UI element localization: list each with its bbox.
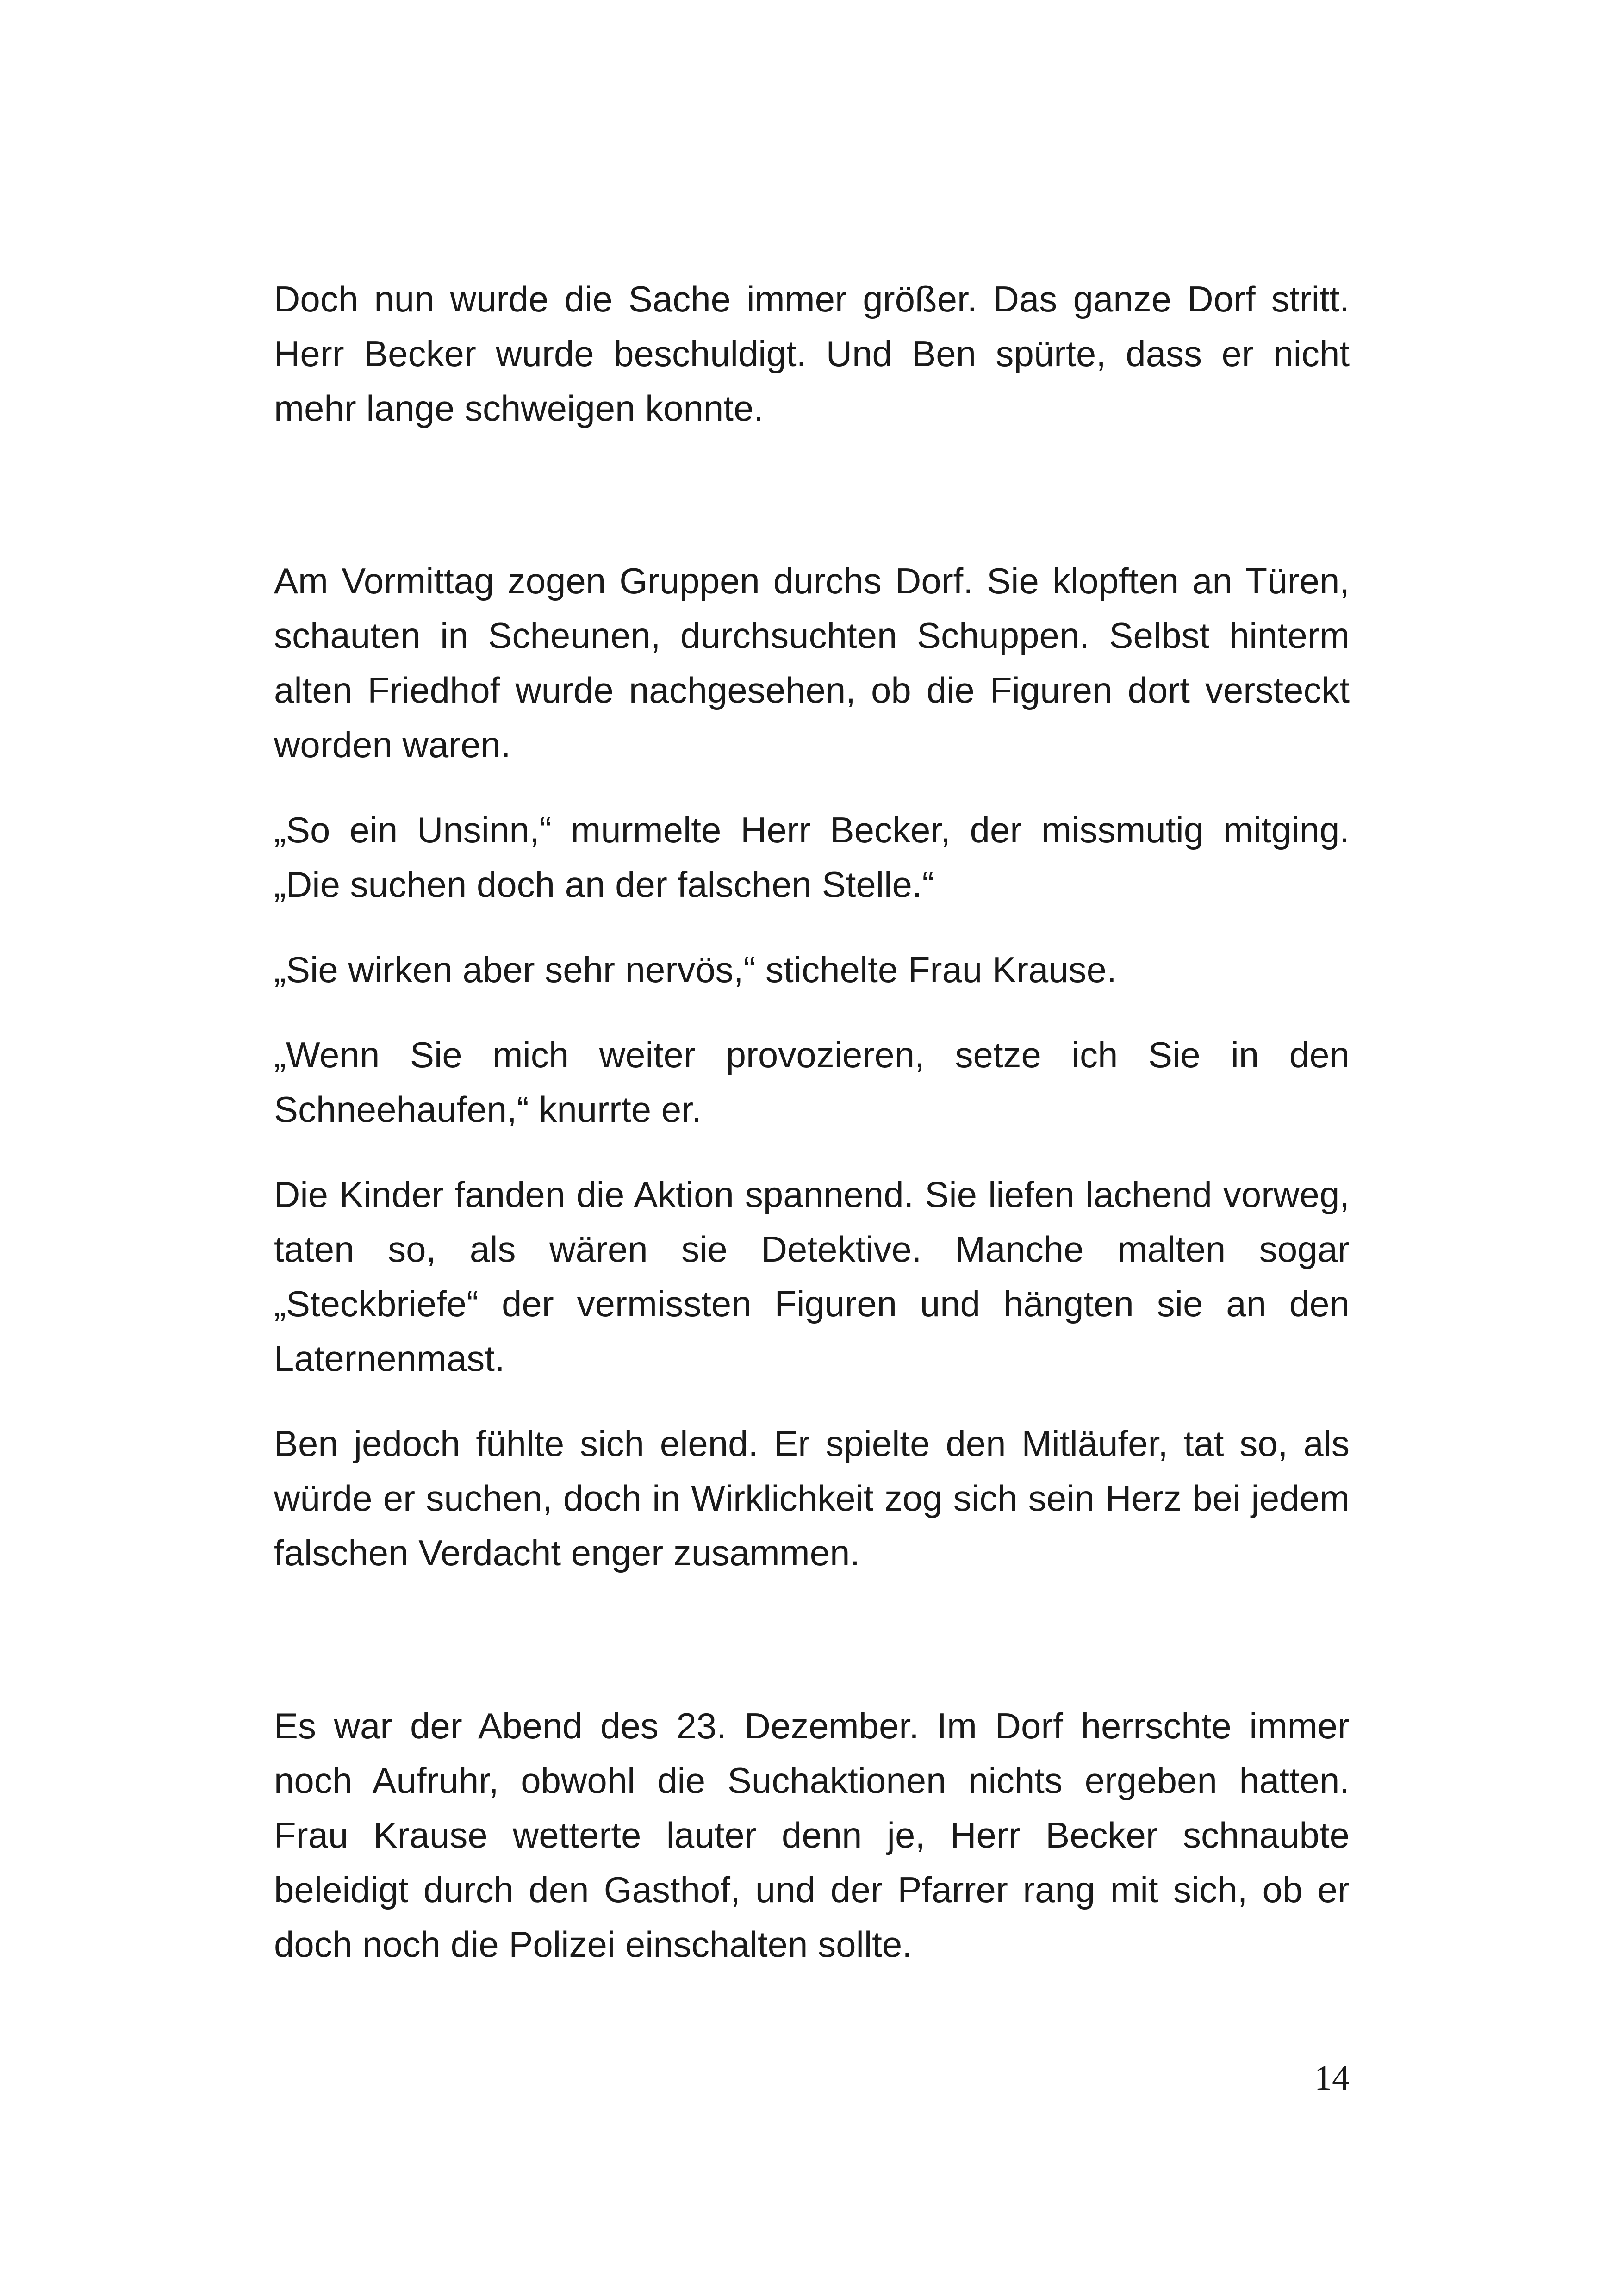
paragraph: „Wenn Sie mich weiter provozieren, setze ich Sie in den Schneehaufen,“ knurrte er.: [274, 1034, 1350, 1130]
paragraph: Die Kinder fanden die Aktion spannend. Sie liefen lachend vorweg, taten so, als wären sie Detektive. Manche malten sogar „Steckbriefe“ der vermissten Figuren und hängten sie an den Laternenmast.: [274, 1174, 1350, 1379]
paragraph: Am Vormittag zogen Gruppen durchs Dorf. Sie klopften an Türen, schauten in Scheunen, durchsuchten Schuppen. Selbst hinterm alten Friedhof wurde nachgesehen, ob die Figuren dort versteckt worden waren.: [274, 560, 1350, 765]
text-section: [274, 554, 1350, 1580]
text-section: [274, 272, 1350, 436]
paragraph: Es war der Abend des 23. Dezember. Im Dorf herrschte immer noch Aufruhr, obwohl die Suchaktionen nichts ergeben hatten. Frau Krause wetterte lauter denn je, Herr Becker schnaubte beleidigt durch den Gasthof, und der Pfarrer rang mit sich, ob er doch noch die Polizei einschalten sollte.: [274, 1705, 1350, 1965]
paragraph: Ben jedoch fühlte sich elend. Er spielte den Mitläufer, tat so, als würde er suchen, doch in Wirklichkeit zog sich sein Herz bei jedem falschen Verdacht enger zusammen.: [274, 1423, 1350, 1573]
page-number: 14: [1314, 2059, 1350, 2097]
text-section: [274, 1699, 1350, 1972]
paragraph: Doch nun wurde die Sache immer größer. Das ganze Dorf stritt. Herr Becker wurde beschuldigt. Und Ben spürte, dass er nicht mehr lange schweigen konnte.: [274, 279, 1350, 429]
paragraph: „Sie wirken aber sehr nervös,“ stichelte Frau Krause.: [274, 949, 1117, 990]
paragraph: „So ein Unsinn,“ murmelte Herr Becker, der missmutig mitging. „Die suchen doch an der falschen Stelle.“: [274, 809, 1350, 905]
